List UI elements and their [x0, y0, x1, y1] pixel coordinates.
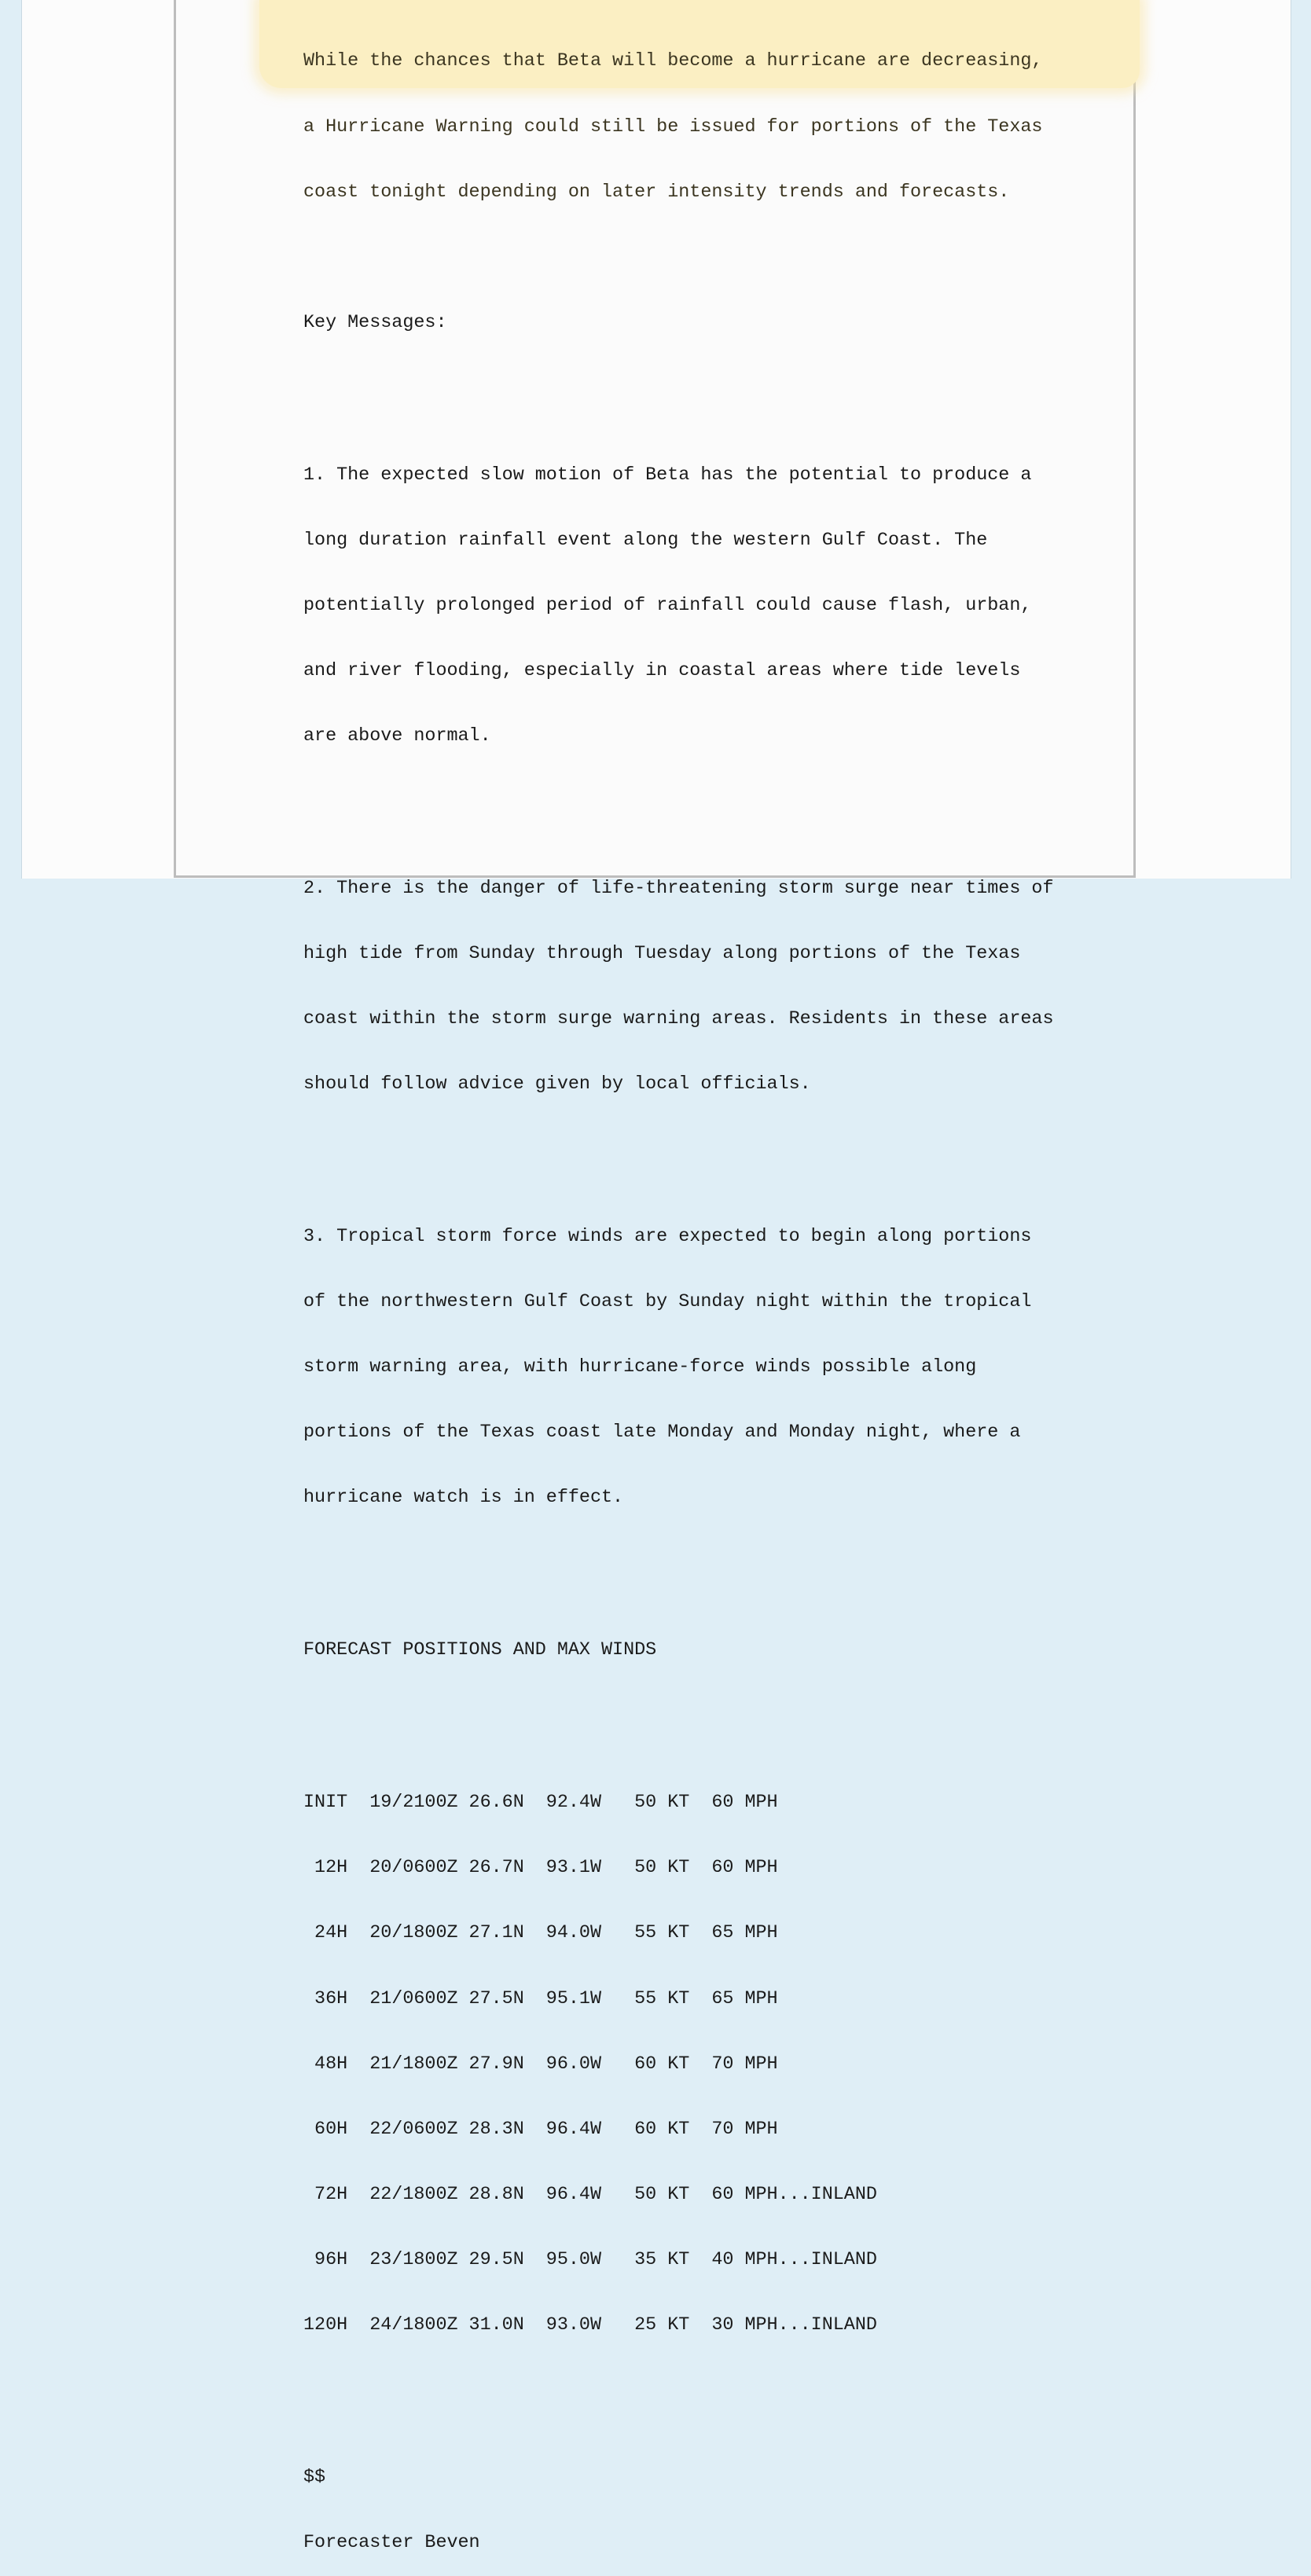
forecast-row: 36H 21/0600Z 27.5N 95.1W 55 KT 65 MPH [303, 1988, 778, 2009]
message-3-line: storm warning area, with hurricane-force winds possible along [303, 1357, 977, 1378]
message-3-line: 3. Tropical storm force winds are expected to begin along portions [303, 1227, 1032, 1248]
forecast-row: 120H 24/1800Z 31.0N 93.0W 25 KT 30 MPH...INLAND [303, 2315, 877, 2336]
message-2-line: 2. There is the danger of life-threatening storm surge near times of [303, 878, 1054, 899]
forecast-heading: FORECAST POSITIONS AND MAX WINDS [303, 1640, 657, 1661]
blank-line [303, 378, 1054, 400]
forecast-row: 48H 21/1800Z 27.9N 96.0W 60 KT 70 MPH [303, 2053, 778, 2075]
blank-line [303, 791, 1054, 813]
forecast-row: 60H 22/0600Z 28.3N 96.4W 60 KT 70 MPH [303, 2119, 778, 2140]
message-1-line: and river flooding, especially in coastal areas where tide levels [303, 660, 1021, 681]
forecaster-signature: Forecaster Beven [303, 2533, 480, 2553]
message-2-line: coast within the storm surge warning areas. Residents in these areas [303, 1009, 1054, 1030]
forecast-row: INIT 19/2100Z 26.6N 92.4W 50 KT 60 MPH [303, 1793, 778, 1814]
blank-line [303, 2380, 1054, 2402]
message-3-line: hurricane watch is in effect. [303, 1488, 624, 1509]
end-marker: $$ [303, 2467, 326, 2488]
forecast-row: 12H 20/0600Z 26.7N 93.1W 50 KT 60 MPH [303, 1858, 778, 1879]
blank-line [303, 248, 1054, 270]
forecast-row: 24H 20/1800Z 27.1N 94.0W 55 KT 65 MPH [303, 1923, 778, 1944]
forecast-row: 72H 22/1800Z 28.8N 96.4W 50 KT 60 MPH...INLAND [303, 2184, 877, 2205]
key-messages-heading: Key Messages: [303, 312, 447, 333]
blank-line [303, 1705, 1054, 1727]
highlighted-line: While the chances that Beta will become a hurricane are decreasing, [303, 51, 1043, 72]
message-1-line: are above normal. [303, 726, 491, 747]
blank-line [303, 1554, 1054, 1576]
message-3-line: portions of the Texas coast late Monday and Monday night, where a [303, 1422, 1021, 1444]
message-2-line: should follow advice given by local officials. [303, 1074, 811, 1095]
forecast-row: 96H 23/1800Z 29.5N 95.0W 35 KT 40 MPH...INLAND [303, 2249, 877, 2270]
message-1-line: long duration rainfall event along the western Gulf Coast. The [303, 530, 988, 551]
message-1-line: potentially prolonged period of rainfall could cause flash, urban, [303, 595, 1032, 616]
advisory-text [303, 8, 1054, 2576]
message-1-line: 1. The expected slow motion of Beta has the potential to produce a [303, 464, 1032, 486]
highlighted-line: coast tonight depending on later intensity trends and forecasts. [303, 182, 1010, 203]
highlighted-line: a Hurricane Warning could still be issued for portions of the Texas [303, 116, 1043, 138]
blank-line [303, 1139, 1054, 1161]
message-2-line: high tide from Sunday through Tuesday along portions of the Texas [303, 944, 1021, 965]
message-3-line: of the northwestern Gulf Coast by Sunday night within the tropical [303, 1292, 1032, 1313]
